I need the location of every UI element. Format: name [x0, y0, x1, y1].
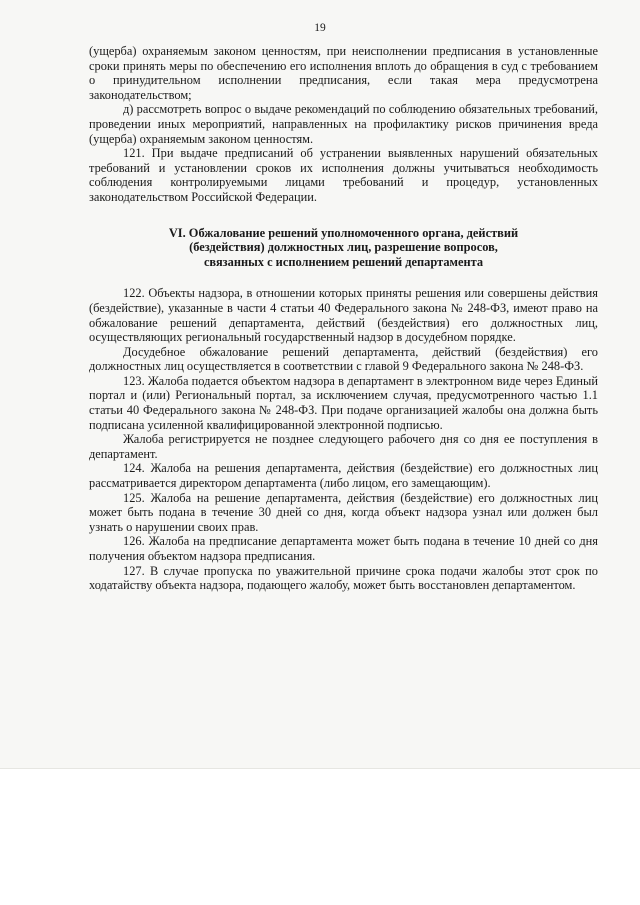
paragraph-125: 125. Жалоба на решение департамента, действия (бездействие) его должностных лиц может быть подана в течение 30 дней со дня, когда объект надзора узнал или должен был узнать о нарушении своих прав.	[89, 490, 598, 534]
section-heading-line-3: связанных с исполнением решений департамента	[203, 254, 484, 269]
section-heading-line-2: (бездействия) должностных лиц, разрешение вопросов,	[189, 240, 498, 255]
document-body	[89, 44, 598, 593]
page-number: 19	[314, 22, 326, 34]
paragraph-127: 127. В случае пропуска по уважительной причине срока подачи жалобы этот срок по ходатайству объекта надзора, подающего жалобу, может быть восстановлен департаментом.	[89, 563, 598, 593]
paragraph-item-d: д) рассмотреть вопрос о выдаче рекомендаций по соблюдению обязательных требований, проведении иных мероприятий, направленных на профилактику рисков причинения вреда (ущерба) охраняемым законом ценностям.	[89, 102, 598, 146]
paragraph-121: 121. При выдаче предписаний об устранении выявленных нарушений обязательных требований и установлении сроков их исполнения должны учитываться необходимость соблюдения контролируемыми лицами требований и процедур, установленных законодательством Российской Федерации.	[89, 146, 598, 204]
paragraph-pretrial-appeal: Досудебное обжалование решений департамента, действий (бездействия) его должностных лиц осуществляется в соответствии с главой 9 Федерального закона № 248-ФЗ.	[89, 344, 598, 374]
paragraph-124: 124. Жалоба на решения департамента, действия (бездействие) его должностных лиц рассматривается директором департамента (либо лицом, его замещающим).	[89, 461, 598, 491]
paragraph-122: 122. Объекты надзора, в отношении которых приняты решения или совершены действия (бездействие), указанные в части 4 статьи 40 Федерального закона № 248-ФЗ, имеют право на обжалование решений департамента, действий (бездействия) его должностных лиц, осуществляющих региональный государственный надзор в досудебном порядке.	[89, 286, 598, 345]
section-heading	[89, 226, 598, 270]
paragraph-126: 126. Жалоба на предписание департамента может быть подана в течение 10 дней со дня получения объектом надзора предписания.	[89, 534, 598, 563]
section-heading-line-1: VI. Обжалование решений уполномоченного органа, действий	[168, 225, 519, 240]
paragraph-continuation: (ущерба) охраняемым законом ценностям, при неисполнении предписания в установленные сроки принять меры по обеспечению его исполнения вплоть до обращения в суд с требованием о принудительном исполнении предписания, если такая мера предусмотрена законодательством;	[89, 44, 598, 102]
paragraph-123: 123. Жалоба подается объектом надзора в департамент в электронном виде через Единый портал и (или) Региональный портал, за исключением случая, предусмотренного частью 1.1 статьи 40 Федерального закона № 248-ФЗ. При подаче организацией жалобы она должна быть подписана усиленной квалифицированной электронной подписью.	[89, 373, 598, 432]
paragraph-registration: Жалоба регистрируется не позднее следующего рабочего дня со дня ее поступления в департамент.	[89, 432, 598, 461]
